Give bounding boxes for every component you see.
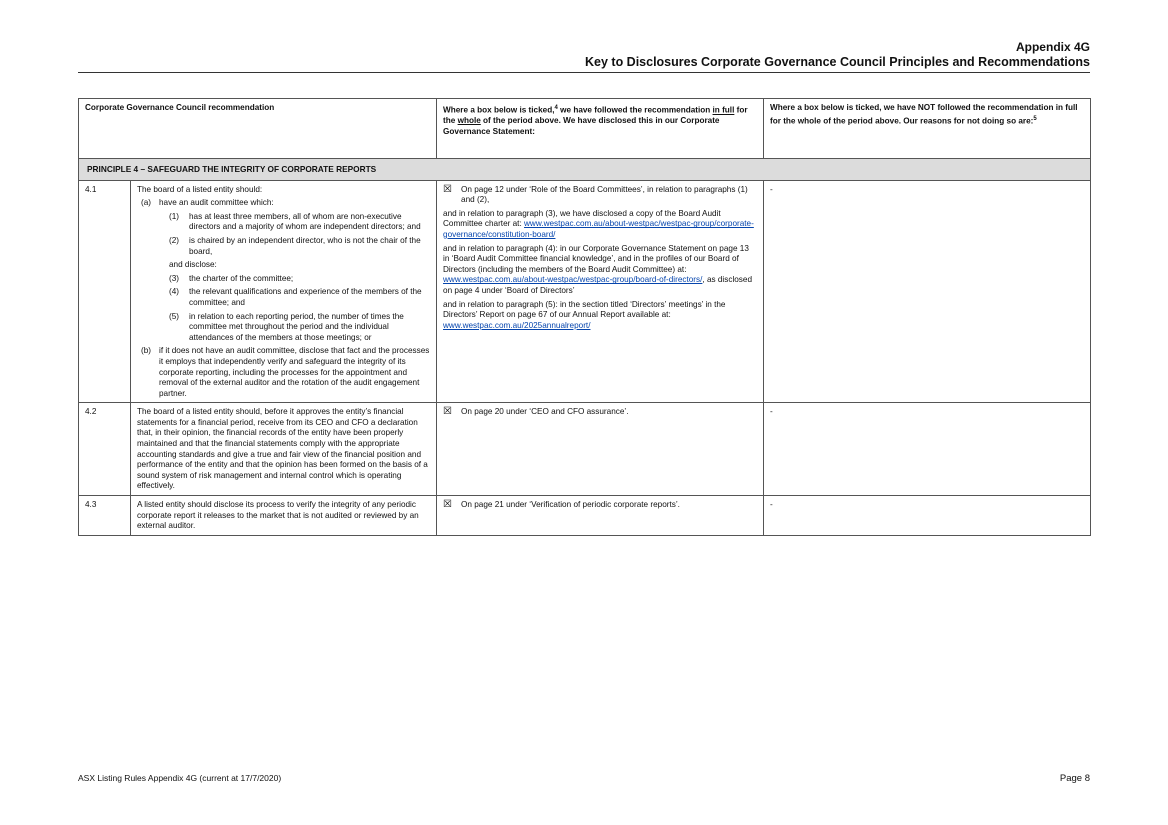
annual-report-link[interactable]: www.westpac.com.au/2025annualreport/ — [443, 320, 591, 330]
table-row — [79, 180, 1091, 403]
col-header-not-followed: Where a box below is ticked, we have NOT followed the recommendation in full for the whole of the period above. Our reasons for not doing so are:$^5$ — [764, 99, 1091, 159]
table-header-row — [79, 99, 1091, 159]
table-row — [79, 496, 1091, 536]
checked-box-icon: ☒ — [443, 406, 452, 418]
appendix-title: Appendix 4G — [1015, 40, 1090, 54]
table-row — [79, 403, 1091, 496]
disclosure-cell: ☒ On page 20 under ‘CEO and CFO assurance’. — [437, 403, 764, 496]
document-title: Key to Disclosures Corporate Governance Council Principles and Recommendations — [585, 55, 1090, 69]
checked-box-icon: ☒ — [443, 499, 452, 511]
rec-text: The board of a listed entity should: (a) have an audit committee which: (1) has at least three members, all of whom are non-executive directors and a majority of whom are independent directors; and (2) is chaired by an independent director, who is not the chair of the board, and disclose: (3) the charter of the committee; (4) the relevant qualifications and experience of the members of the committee; and (5) in relation to each reporting period, the number of times the committee met throughout the period and the individual attendances of the members at those meetings; or (b) if it does not have an audit committee, disclose that fact and the processes it employs that independently verify and safeguard the integrity of its corporate reporting, including the processes for the appointment and removal of the external auditor and the rotation of the audit engagement partner. — [131, 180, 437, 403]
principle-row — [79, 159, 1091, 181]
rec-number: 4.2 — [79, 403, 131, 496]
header-divider — [78, 72, 1090, 73]
rec-number: 4.1 — [79, 180, 131, 403]
reasons-cell: - — [764, 180, 1091, 403]
rec-number: 4.3 — [79, 496, 131, 536]
rec-text: A listed entity should disclose its process to verify the integrity of any periodic corporate report it releases to the market that is not audited or reviewed by an external auditor. — [131, 496, 437, 536]
col-header-recommendation: Corporate Governance Council recommendation — [79, 99, 437, 159]
reasons-cell: - — [764, 496, 1091, 536]
col-header-followed: Where a box below is ticked,$^4$ we have followed the recommendation in full for the whole of the period above. We have disclosed this in our Corporate Governance Statement: — [437, 99, 764, 159]
disclosure-cell: ☒ On page 21 under ‘Verification of periodic corporate reports’. — [437, 496, 764, 536]
board-of-directors-link[interactable]: www.westpac.com.au/about-westpac/westpac-group/board-of-directors/ — [443, 275, 703, 285]
audit-charter-link[interactable]: www.westpac.com.au/about-westpac/westpac-group/corporate-governance/constitution-board/ — [443, 219, 754, 239]
reasons-cell: - — [764, 403, 1091, 496]
disclosure-table — [78, 98, 1091, 536]
checked-box-icon: ☒ — [443, 183, 452, 195]
footer-source: ASX Listing Rules Appendix 4G (current at 17/7/2020) — [78, 773, 282, 783]
principle-title: PRINCIPLE 4 – SAFEGUARD THE INTEGRITY OF CORPORATE REPORTS — [79, 159, 1091, 181]
page-number: Page 8 — [1059, 773, 1090, 784]
rec-text: The board of a listed entity should, before it approves the entity’s financial statements for a financial period, receive from its CEO and CFO a declaration that, in their opinion, the financial records of the entity have been properly maintained and that the financial statements comply with the appropriate accounting standards and give a true and fair view of the financial position and performance of the entity and that the opinion has been formed on the basis of a sound system of risk management and internal control which is operating effectively. — [131, 403, 437, 496]
disclosure-cell: ☒ On page 12 under ‘Role of the Board Committees’, in relation to paragraphs (1) and (2), and in relation to paragraph (3), we have disclosed a copy of the Board Audit Committee charter at: www.westpac.com.au/about-westpac/westpac-group/corporate-governance/constitution-board/ and in relation to paragraph (4): in our Corporate Governance Statement on page 13 in ‘Board Audit Committee financial knowledge’, and in the profiles of our Board of Directors (including the members of the Board Audit Committee) at: www.westpac.com.au/about-westpac/westpac-group/board-of-directors/, as disclosed on page 4 under ‘Board of Directors’ and in relation to paragraph (5): in the section titled ‘Directors’ meetings’ in the Directors’ Report on page 67 of our Annual Report available at: www.westpac.com.au/2025annualreport/ — [437, 180, 764, 403]
